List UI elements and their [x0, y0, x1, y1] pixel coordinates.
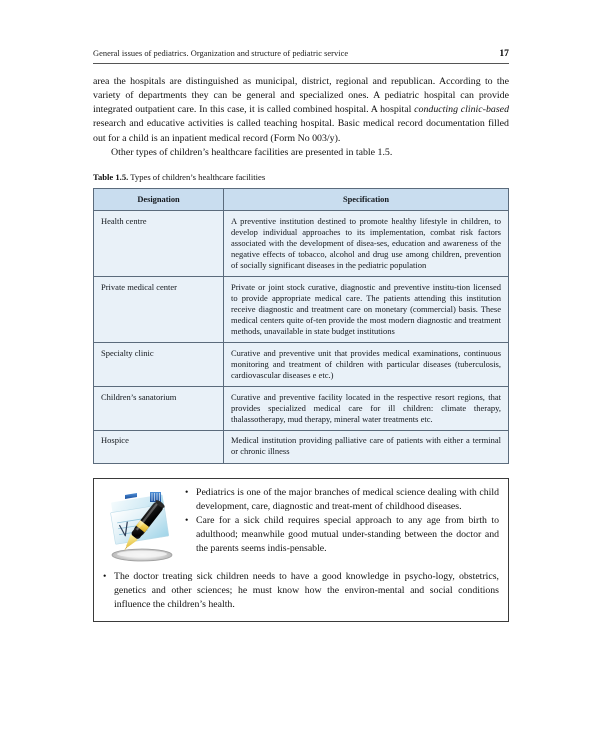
- paragraph-1-text-part-2: research and educative activities is called teaching hospital. Basic medical record documentation filled out for a child is an inpatient medical record (Form No 003/y).: [93, 118, 509, 144]
- table-row: [94, 430, 509, 463]
- column-header-designation: Designation: [94, 189, 224, 211]
- callout-bullet-list-top: [185, 486, 499, 557]
- table-row: [94, 343, 509, 387]
- cell-designation: Private medical center: [94, 277, 224, 343]
- cell-specification: Private or joint stock curative, diagnostic and preventive institu-tion licensed to provide appropriate medical care. The patients attending this institution receive diagnostic and treatment care on monetary (commercial) basis. These medical centers quite of-ten provide the most modern diagnostic and treatment methods, unavailable in state budget institutions: [224, 277, 509, 343]
- running-head: [93, 48, 509, 64]
- callout-top-section: [103, 486, 499, 570]
- list-item: • The doctor treating sick children needs to have a good knowledge in psycho-logy, obstetrics, genetics and other sciences; he must know how the environ-mental and social conditions influence the children’s health.: [103, 570, 499, 613]
- running-head-title: General issues of pediatrics. Organization and structure of pediatric service: [93, 49, 349, 58]
- table-row: [94, 277, 509, 343]
- cell-specification: Curative and preventive facility located in the respective resort regions, that provides specialized medical care for ill children: climate therapy, thalassotherapy, mud therapy, mineral water treatments etc.: [224, 387, 509, 431]
- pen-signing-document-icon: [103, 486, 181, 570]
- page-number: 17: [499, 48, 509, 59]
- page-content: [93, 48, 509, 622]
- paragraph-1-italic-phrase: conducting clinic-based: [414, 104, 510, 116]
- table-header-row: [94, 189, 509, 211]
- column-header-specification: Specification: [224, 189, 509, 211]
- callout-bullet-list-bottom: [103, 570, 499, 613]
- cell-designation: Children’s sanatorium: [94, 387, 224, 431]
- cell-specification: Curative and preventive unit that provides medical examinations, continuous monitoring and treatment of children with particular diseases (tuberculosis, cardiovascular diseases e etc.): [224, 343, 509, 387]
- callout-bottom-section: [103, 570, 499, 613]
- body-paragraph-1: [93, 75, 509, 146]
- paragraph-1-text-part-1: area the hospitals are distinguished as municipal, district, regional and republican. According to the variety of departments they can be general and specialized ones. A pediatric hospital can provide integrated outpatient care. In this case, it is called combined hospital. A hospital: [93, 75, 509, 116]
- cell-specification: A preventive institution destined to promote healthy lifestyle in children, to develop individual approaches to its implementation, combat risk factors associated with the development of disea-ses, education and awareness of the negative effects of tobacco, alcohol and drug use among children, prevention of socially significant diseases in the pediatric population: [224, 211, 509, 277]
- table-row: [94, 387, 509, 431]
- cell-designation: Specialty clinic: [94, 343, 224, 387]
- table-caption-text: Types of children’s healthcare facilities: [128, 172, 266, 183]
- table-caption: [93, 172, 509, 183]
- facilities-table: [93, 188, 509, 463]
- body-paragraph-2: Other types of children’s healthcare facilities are presented in table 1.5.: [111, 146, 393, 158]
- list-item: • Care for a sick child requires special approach to any age from birth to adulthood; meanwhile good mutual under-standing between the doctor and the parents seems indis-pensable.: [185, 514, 499, 557]
- cell-designation: Health centre: [94, 211, 224, 277]
- table-row: [94, 211, 509, 277]
- cell-designation: Hospice: [94, 430, 224, 463]
- table-caption-label: Table 1.5.: [93, 172, 129, 183]
- list-item: • Pediatrics is one of the major branches of medical science dealing with child development, care, diagnostic and treat-ment of childhood diseases.: [185, 486, 499, 514]
- cell-specification: Medical institution providing palliative care of patients with either a terminal or chronic illness: [224, 430, 509, 463]
- key-points-callout: [93, 478, 509, 623]
